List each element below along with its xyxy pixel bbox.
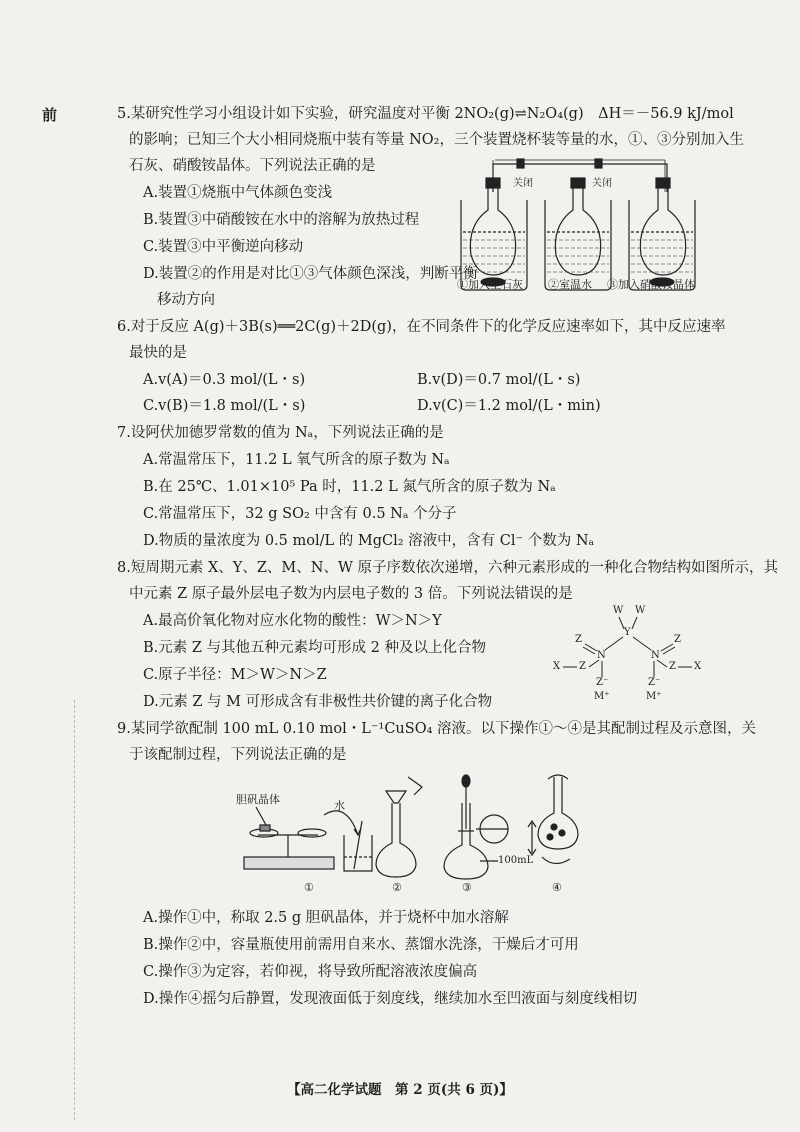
q9-stem-line1: 9.某同学欲配制 100 mL 0.10 mol・L⁻¹CuSO₄ 溶液。以下操作①～④是其配制过程及示意图，关 xyxy=(117,721,756,737)
q9-option-d: D.操作④摇匀后静置，发现液面低于刻度线，继续加水至凹液面与刻度线相切 xyxy=(143,991,638,1007)
q9-stem-line2: 于该配制过程，下列说法正确的是 xyxy=(129,747,347,763)
q8-atom-n-left: N xyxy=(597,650,606,661)
q5-option-b: B.装置③中硝酸铵在水中的溶解为放热过程 xyxy=(143,212,420,228)
q8-ion-z-left: Z⁻ xyxy=(596,677,609,688)
q5-apparatus-figure xyxy=(455,150,705,300)
q5-stem-line1: 5.某研究性学习小组设计如下实验，研究温度对平衡 2NO₂(g)⇌N₂O₄(g) ΔH＝－56.9 kJ/mol xyxy=(117,106,734,122)
q6-stem-line2: 最快的是 xyxy=(129,345,187,361)
q5-stem-line3: 石灰、硝酸铵晶体。下列说法正确的是 xyxy=(129,158,376,174)
q9-step4-label: ④ xyxy=(552,881,562,894)
q5-beaker3-label: ③加入硝酸铵晶体 xyxy=(607,278,695,291)
q8-atom-w2: W xyxy=(635,605,646,616)
margin-mark: 前 xyxy=(42,106,58,124)
q6-option-a: A.v(A)＝0.3 mol/(L・s) xyxy=(143,372,306,388)
q8-structure-figure xyxy=(553,605,703,702)
q9-option-c: C.操作③为定容，若仰视，将导致所配溶液浓度偏高 xyxy=(143,964,478,980)
q5-valve2-label: 关闭 xyxy=(592,178,612,189)
q9-procedure-figure xyxy=(236,773,596,895)
q5-option-a: A.装置①烧瓶中气体颜色变浅 xyxy=(143,185,333,201)
q8-option-b: B.元素 Z 与其他五种元素均可形成 2 种及以上化合物 xyxy=(143,640,486,656)
q9-water-label: 水 xyxy=(334,799,345,812)
q8-ion-z-right: Z⁻ xyxy=(648,677,661,688)
q5-beaker1-label: ①加入生石灰 xyxy=(457,278,523,291)
q7-option-a: A.常温常压下，11.2 L 氧气所含的原子数为 Nₐ xyxy=(143,452,450,468)
q6-option-d: D.v(C)＝1.2 mol/(L・min) xyxy=(417,398,601,414)
q8-atom-n-right: N xyxy=(651,650,660,661)
q5-option-c: C.装置③中平衡逆向移动 xyxy=(143,239,304,255)
fold-line xyxy=(74,700,75,1120)
q8-atom-w1: W xyxy=(613,605,624,616)
q6-stem-line1: 6.对于反应 A(g)＋3B(s)══2C(g)＋2D(g)，在不同条件下的化学反应速率如下，其中反应速率 xyxy=(117,319,726,335)
q8-ion-m-left: M⁺ xyxy=(594,691,610,702)
q8-atom-z-mid-right: Z xyxy=(669,661,676,672)
q5-stem-line2: 的影响；已知三个大小相同烧瓶中装有等量 NO₂，三个装置烧杯装等量的水，①、③分别加入生 xyxy=(129,132,744,148)
q8-atom-y: Y xyxy=(624,627,631,638)
q9-option-a: A.操作①中，称取 2.5 g 胆矾晶体，并于烧杯中加水溶解 xyxy=(143,910,509,926)
q5-option-d-line1: D.装置②的作用是对比①③气体颜色深浅，判断平衡 xyxy=(143,266,478,282)
q9-crystal-label: 胆矾晶体 xyxy=(236,793,280,806)
q6-option-c: C.v(B)＝1.8 mol/(L・s) xyxy=(143,398,306,414)
q8-atom-z-top-right: Z xyxy=(674,634,681,645)
q8-atom-x-left: X xyxy=(553,661,561,672)
q8-atom-z-top-left: Z xyxy=(575,634,582,645)
q8-atom-x-right: X xyxy=(694,661,702,672)
q7-stem: 7.设阿伏加德罗常数的值为 Nₐ，下列说法正确的是 xyxy=(117,425,444,441)
q7-option-d: D.物质的量浓度为 0.5 mol/L 的 MgCl₂ 溶液中，含有 Cl⁻ 个数为 Nₐ xyxy=(143,533,595,549)
q9-option-b: B.操作②中，容量瓶使用前需用自来水、蒸馏水洗涤，干燥后才可用 xyxy=(143,937,579,953)
q8-option-c: C.原子半径：M＞W＞N＞Z xyxy=(143,667,327,683)
q5-beaker2-label: ②室温水 xyxy=(548,278,592,291)
page-footer: 【高二化学试题 第 2 页(共 6 页)】 xyxy=(287,1082,513,1098)
q7-option-b: B.在 25℃、1.01×10⁵ Pa 时，11.2 L 氮气所含的原子数为 Nₐ xyxy=(143,479,556,495)
q8-option-d: D.元素 Z 与 M 可形成含有非极性共价键的离子化合物 xyxy=(143,694,493,710)
q7-option-c: C.常温常压下，32 g SO₂ 中含有 0.5 Nₐ 个分子 xyxy=(143,506,457,522)
q9-step3-label: ③ xyxy=(462,881,472,894)
q5-option-d-line2: 移动方向 xyxy=(157,292,215,308)
q9-step1-label: ① xyxy=(304,881,314,894)
q9-step2-label: ② xyxy=(392,881,402,894)
q9-volume-label: 100mL xyxy=(498,855,534,866)
q5-valve1-label: 关闭 xyxy=(513,178,533,189)
q8-stem-line2: 中元素 Z 原子最外层电子数为内层电子数的 3 倍。下列说法错误的是 xyxy=(129,586,573,602)
q8-option-a: A.最高价氧化物对应水化物的酸性：W＞N＞Y xyxy=(143,613,442,629)
q8-ion-m-right: M⁺ xyxy=(646,691,662,702)
q9-procedure-drawing xyxy=(236,773,596,895)
q8-stem-line1: 8.短周期元素 X、Y、Z、M、N、W 原子序数依次递增，六种元素形成的一种化合物结构如图所示，其 xyxy=(117,560,778,576)
q8-atom-z-mid-left: Z xyxy=(579,661,586,672)
q6-option-b: B.v(D)＝0.7 mol/(L・s) xyxy=(417,372,581,388)
q8-structure-bonds xyxy=(553,605,703,697)
